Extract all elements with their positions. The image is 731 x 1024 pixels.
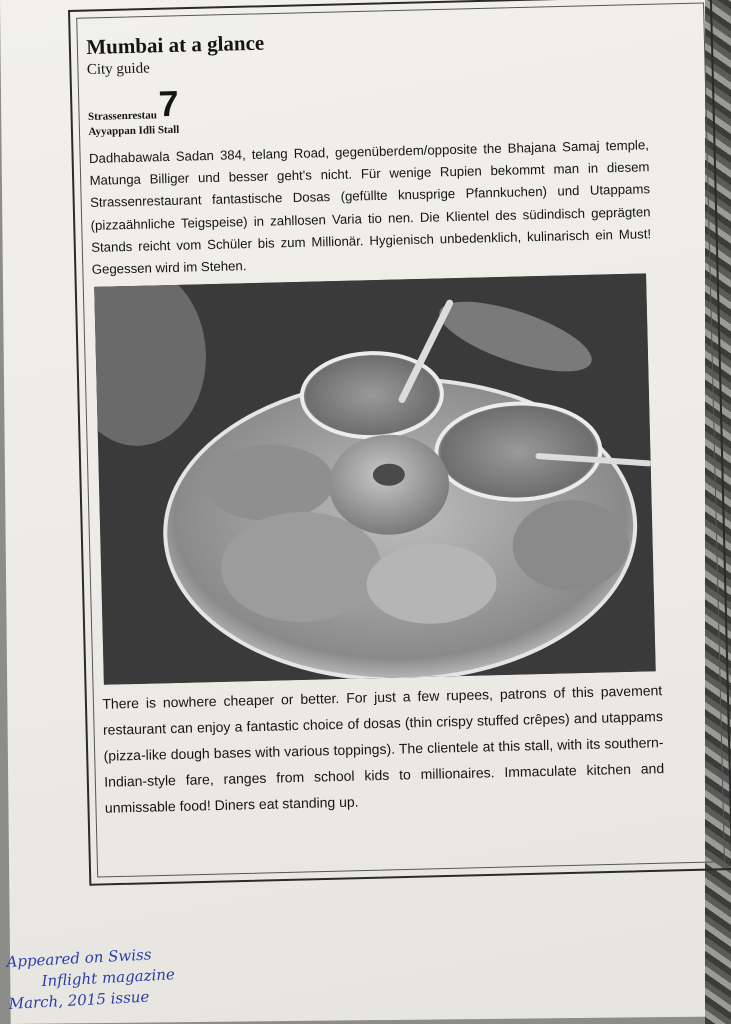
note-line-2: Inflight magazine: [41, 965, 176, 991]
entry-category-label: Strassenrestau: [87, 109, 158, 123]
stall-name: Ayyappan Idli Stall: [88, 123, 180, 138]
entry-number: 7: [158, 82, 180, 125]
food-plate-illustration: [94, 274, 656, 685]
article-content: [86, 20, 665, 821]
food-photo: [94, 274, 656, 685]
note-line-1: Appeared on Swiss: [6, 945, 152, 971]
sambar-bowl-shape: [435, 402, 601, 502]
article-title: Mumbai at a glance: [86, 30, 265, 59]
german-description: Dadhabawala Sadan 384, telang Road, gegenüberdem/opposite the Bhajana Samaj temple, Matunga Billiger und besser geht's nicht. Für wenige Rupien bekommt man in diesem Strassenrestaurant fantastische Dosas (gefüllte knusprige Pfannkuchen) und Utappams (pizzaähnliche Teigspeise) in zahllosen Varia tio nen. Die Klientel des südindisch geprägten Stands reicht vom Schüler bis zum Millionär. Hygienisch unbedenklich, kulinarisch ein Must! Gegessen wird im Stehen.: [88, 137, 652, 277]
article-subtitle: City guide: [86, 60, 150, 78]
english-description: There is nowhere cheaper or better. For just a few rupees, patrons of this pavement restaurant can enjoy a fantastic choice of dosas (thin crispy stuffed crêpes) and utappams (pizza-like dough bases with various toppings). The clientele at this stall, with its southern-Indian-style fare, ranges from school kids to millionaires. Immaculate kitchen and unmissable food! Diners eat standing up.: [102, 682, 665, 816]
note-line-3: March, 2015 issue: [8, 987, 150, 1013]
